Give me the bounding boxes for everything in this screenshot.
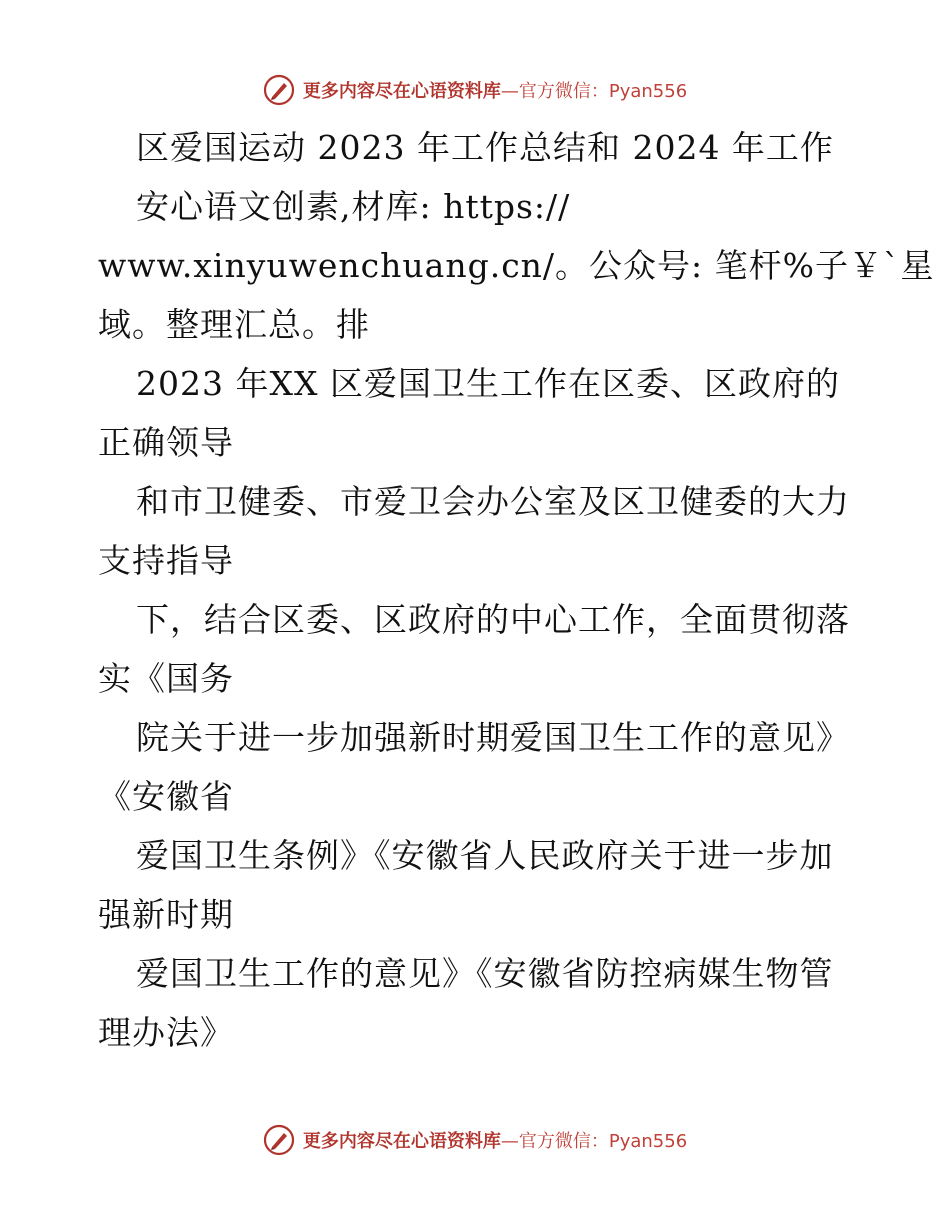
text-line: 爱国卫生工作的意见》《安徽省防控病媒生物管 bbox=[136, 954, 834, 993]
text-line: 下，结合区委、区政府的中心工作，全面贯彻落 bbox=[136, 600, 850, 639]
watermark-contact-text: —官方微信：Pyan556 bbox=[500, 1131, 688, 1152]
quill-pen-icon bbox=[263, 74, 295, 106]
text-line: 爱国卫生条例》《安徽省人民政府关于进一步加 bbox=[136, 836, 834, 875]
text-line: 正确领导 bbox=[98, 423, 234, 462]
text-line: 强新时期 bbox=[98, 895, 234, 934]
quill-pen-icon bbox=[263, 1124, 295, 1156]
watermark-site-text: 更多内容尽在心语资料库 bbox=[302, 1131, 501, 1152]
text-line: 院关于进一步加强新时期爱国卫生工作的意见》 bbox=[136, 718, 850, 757]
text-line: 区爱国运动 2023 年工作总结和 2024 年工作 bbox=[136, 128, 834, 167]
text-line: 安心语文创素,材库: https:// bbox=[136, 187, 571, 226]
document-body bbox=[98, 118, 935, 1062]
watermark-contact-text: —官方微信：Pyan556 bbox=[500, 81, 688, 102]
text-line: 2023 年XX 区爱国卫生工作在区委、区政府的 bbox=[136, 364, 840, 403]
text-line: 和市卫健委、市爱卫会办公室及区卫健委的大力 bbox=[136, 482, 850, 521]
text-line: 域。整理汇总。排 bbox=[98, 305, 370, 344]
text-line: 实《国务 bbox=[98, 659, 234, 698]
text-line: 支持指导 bbox=[98, 541, 234, 580]
watermark-site-text: 更多内容尽在心语资料库 bbox=[302, 81, 501, 102]
text-line: 理办法》 bbox=[98, 1013, 234, 1052]
footer-watermark bbox=[0, 1120, 950, 1160]
text-line: 《安徽省 bbox=[98, 777, 234, 816]
text-line: www.xinyuwenchuang.cn/。公众号: 笔杆%子￥`星 bbox=[98, 246, 935, 285]
header-watermark bbox=[0, 70, 950, 110]
